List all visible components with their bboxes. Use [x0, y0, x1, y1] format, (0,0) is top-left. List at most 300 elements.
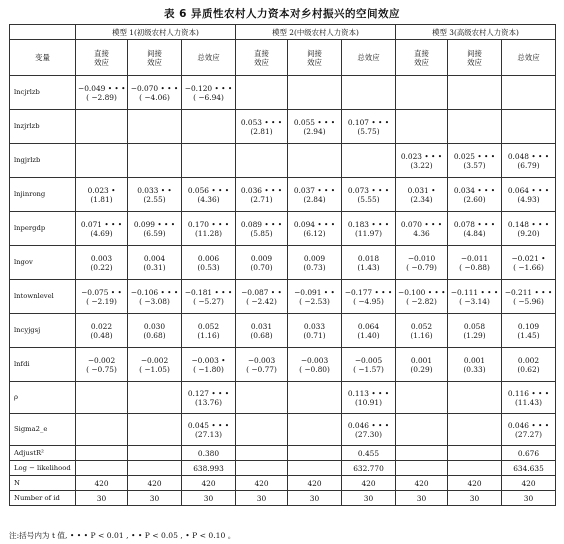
- coef-cell: [502, 280, 556, 314]
- coef-cell-value: 0.148 • • •: [507, 219, 550, 229]
- coef-cell-value: 0.031: [250, 321, 273, 331]
- stat-label: ρ: [10, 382, 76, 414]
- coef-cell-tstat: (9.20): [517, 228, 540, 238]
- coef-cell-value: 0.052: [410, 321, 433, 331]
- coef-cell: [182, 280, 236, 314]
- coef-cell: [236, 280, 288, 314]
- coef-cell-value: 0.001: [410, 355, 433, 365]
- coef-cell: [448, 348, 502, 382]
- coef-cell-tstat: (3.57): [463, 160, 486, 170]
- coef-cell-tstat: (2.94): [303, 126, 326, 136]
- coef-cell-tstat: ( −6.94): [193, 92, 224, 102]
- coef-cell-value: −0.181 • • •: [184, 287, 233, 297]
- effect-header-tstat: 效应: [307, 57, 322, 67]
- coef-cell-tstat: ( −3.08): [139, 296, 170, 306]
- effect-header: [288, 40, 342, 76]
- coef-cell: [288, 280, 342, 314]
- coef-cell-tstat: (5.75): [357, 126, 380, 136]
- effect-header-value: 总效应: [517, 53, 540, 62]
- effect-header-value: 直接: [414, 48, 429, 58]
- empty-cell: [288, 414, 342, 446]
- stat-row: [10, 446, 556, 461]
- coef-cell-value: 0.037 • • •: [293, 185, 336, 195]
- coef-cell-value: 0.078 • • •: [453, 219, 496, 229]
- coef-cell-tstat: (4.84): [463, 228, 486, 238]
- coef-cell-tstat: 4.36: [413, 228, 430, 238]
- coef-cell-tstat: (11.97): [355, 228, 382, 238]
- table-body: [10, 76, 556, 506]
- coef-cell-tstat: (11.28): [195, 228, 222, 238]
- coef-cell: [502, 110, 556, 144]
- coef-cell-value: 0.018: [357, 253, 380, 263]
- coef-cell: [128, 280, 182, 314]
- coef-cell: [128, 314, 182, 348]
- coef-cell-value: −0.010: [407, 253, 436, 263]
- count-cell: 30: [182, 491, 236, 506]
- stat-cell-value: 0.113 • • •: [347, 388, 390, 398]
- coef-cell-tstat: ( −3.14): [459, 296, 490, 306]
- coef-cell-tstat: (0.73): [303, 262, 326, 272]
- effect-header: [128, 40, 182, 76]
- empty-cell: [236, 446, 288, 461]
- effect-header-tstat: 效应: [414, 57, 429, 67]
- count-cell: 30: [342, 491, 396, 506]
- n-row: [10, 476, 556, 491]
- coef-cell-value: −0.003 •: [191, 355, 226, 365]
- coef-cell: [342, 246, 396, 280]
- coef-cell: [342, 212, 396, 246]
- count-cell: 30: [448, 491, 502, 506]
- coef-cell: [76, 314, 128, 348]
- coef-cell: [448, 246, 502, 280]
- coef-cell: [182, 314, 236, 348]
- empty-cell: [396, 461, 448, 476]
- coef-cell-value: −0.111 • • •: [450, 287, 499, 297]
- effect-header: [236, 40, 288, 76]
- coef-cell-value: 0.023 •: [87, 185, 116, 195]
- variable-label: lnjinrong: [10, 178, 76, 212]
- coef-cell-tstat: ( −0.75): [86, 364, 117, 374]
- count-cell: 30: [128, 491, 182, 506]
- effect-header: [182, 40, 236, 76]
- coef-cell: [502, 76, 556, 110]
- id-label: Number of id: [10, 491, 76, 506]
- coef-cell-tstat: ( −0.88): [459, 262, 490, 272]
- coef-cell-tstat: (1.81): [90, 194, 113, 204]
- coef-cell-tstat: (4.69): [90, 228, 113, 238]
- coef-cell-tstat: (6.79): [517, 160, 540, 170]
- coef-cell: [76, 110, 128, 144]
- count-cell: 420: [448, 476, 502, 491]
- stat-cell-tstat: (27.27): [515, 429, 542, 439]
- coef-cell-tstat: (0.68): [250, 330, 273, 340]
- stat-cell: [502, 414, 556, 446]
- coef-cell: [236, 348, 288, 382]
- stat-cell-value: 638.993: [193, 463, 224, 473]
- header-row-effects: [10, 40, 556, 76]
- coef-cell: [288, 76, 342, 110]
- coef-cell: [182, 144, 236, 178]
- coef-cell-value: −0.003: [247, 355, 276, 365]
- count-cell: 420: [76, 476, 128, 491]
- coef-cell: [396, 76, 448, 110]
- coef-cell: [396, 144, 448, 178]
- count-cell: 420: [396, 476, 448, 491]
- coef-cell: [502, 314, 556, 348]
- coef-cell-value: −0.106 • • •: [130, 287, 179, 297]
- stat-label: Log − likelihood: [10, 461, 76, 476]
- empty-cell: [396, 382, 448, 414]
- empty-cell: [128, 382, 182, 414]
- coef-cell-value: 0.022: [90, 321, 113, 331]
- coef-cell: [128, 246, 182, 280]
- empty-cell: [236, 382, 288, 414]
- coef-cell-value: −0.120 • • •: [184, 83, 233, 93]
- coef-cell: [76, 144, 128, 178]
- coef-cell: [128, 178, 182, 212]
- coef-cell-value: −0.087 • •: [241, 287, 282, 297]
- coef-cell: [342, 178, 396, 212]
- effect-header-value: 总效应: [197, 53, 220, 62]
- var-header: 变量: [10, 40, 76, 76]
- stat-cell-value: 634.635: [513, 463, 544, 473]
- coef-cell-value: 0.030: [143, 321, 166, 331]
- coef-cell-value: 0.009: [303, 253, 326, 263]
- stat-cell-tstat: (27.13): [195, 429, 222, 439]
- coef-cell-tstat: ( −2.89): [86, 92, 117, 102]
- empty-cell: [448, 382, 502, 414]
- variable-label: lncjrlzb: [10, 76, 76, 110]
- stat-cell-value: 0.046 • • •: [347, 420, 390, 430]
- empty-cell: [288, 446, 342, 461]
- effect-header-value: 间接: [307, 48, 322, 58]
- coef-cell-value: −0.177 • • •: [344, 287, 393, 297]
- empty-cell: [76, 446, 128, 461]
- coef-cell: [128, 110, 182, 144]
- count-cell: 30: [236, 491, 288, 506]
- coef-cell-tstat: (1.40): [357, 330, 380, 340]
- coef-cell-value: 0.094 • • •: [293, 219, 336, 229]
- coef-cell: [342, 144, 396, 178]
- coef-cell-tstat: ( −0.79): [406, 262, 437, 272]
- coef-cell: [448, 314, 502, 348]
- coef-cell: [342, 314, 396, 348]
- stat-cell-value: 0.455: [357, 448, 380, 458]
- empty-cell: [76, 382, 128, 414]
- coef-cell: [396, 280, 448, 314]
- coef-cell: [236, 76, 288, 110]
- stat-cell-value: 0.045 • • •: [187, 420, 230, 430]
- coef-cell: [182, 110, 236, 144]
- table-row: [10, 280, 556, 314]
- coef-cell-tstat: ( −4.06): [139, 92, 170, 102]
- variable-label: lntownlevel: [10, 280, 76, 314]
- count-cell: 30: [502, 491, 556, 506]
- coef-cell: [342, 280, 396, 314]
- coef-cell-value: 0.002: [517, 355, 540, 365]
- stat-cell: [342, 414, 396, 446]
- coef-cell: [396, 178, 448, 212]
- group-header-model-1: 模型 1(初级农村人力资本): [76, 25, 236, 40]
- coef-cell: [502, 144, 556, 178]
- coef-cell: [182, 178, 236, 212]
- coef-cell-value: 0.107 • • •: [347, 117, 390, 127]
- coef-cell-tstat: ( −2.19): [86, 296, 117, 306]
- coef-cell: [128, 144, 182, 178]
- group-header-model-3: 模型 3(高级农村人力资本): [396, 25, 556, 40]
- coef-cell-tstat: (4.93): [517, 194, 540, 204]
- coef-cell: [502, 212, 556, 246]
- effect-header-value: 直接: [94, 48, 109, 58]
- coef-cell-tstat: (1.16): [197, 330, 220, 340]
- coef-cell: [128, 348, 182, 382]
- stat-cell: [502, 382, 556, 414]
- table-row: [10, 110, 556, 144]
- stat-row: [10, 461, 556, 476]
- stat-cell-value: 0.116 • • •: [507, 388, 550, 398]
- empty-cell: [128, 414, 182, 446]
- variable-label: lncyjgsj: [10, 314, 76, 348]
- count-cell: 420: [236, 476, 288, 491]
- coef-cell: [396, 246, 448, 280]
- coef-cell-value: −0.002: [87, 355, 116, 365]
- coef-cell: [448, 212, 502, 246]
- coef-cell: [502, 348, 556, 382]
- coef-cell-value: 0.064 • • •: [507, 185, 550, 195]
- variable-label: lnpergdp: [10, 212, 76, 246]
- coef-cell-tstat: (1.43): [357, 262, 380, 272]
- coef-cell-tstat: ( −0.80): [299, 364, 330, 374]
- coef-cell-tstat: (5.85): [250, 228, 273, 238]
- empty-cell: [76, 461, 128, 476]
- coef-cell-tstat: (0.33): [463, 364, 486, 374]
- coef-cell-value: −0.211 • • •: [504, 287, 553, 297]
- stat-cell: [182, 382, 236, 414]
- coef-cell: [236, 314, 288, 348]
- coef-cell: [448, 178, 502, 212]
- stat-cell: [342, 382, 396, 414]
- coef-cell-tstat: (2.55): [143, 194, 166, 204]
- coef-cell-value: −0.003: [300, 355, 329, 365]
- coef-cell: [288, 212, 342, 246]
- coef-cell-value: 0.073 • • •: [347, 185, 390, 195]
- coef-cell-value: −0.091 • •: [294, 287, 335, 297]
- empty-cell: [448, 446, 502, 461]
- coef-cell-tstat: (6.12): [303, 228, 326, 238]
- coef-cell-tstat: (0.68): [143, 330, 166, 340]
- count-cell: 30: [396, 491, 448, 506]
- coef-cell-value: −0.075 • •: [81, 287, 122, 297]
- table-row: [10, 348, 556, 382]
- table-row: [10, 76, 556, 110]
- coef-cell-value: 0.033 • •: [137, 185, 172, 195]
- coef-cell-tstat: ( −2.82): [406, 296, 437, 306]
- table-note: 注:括号内为 t 值, • • • P < 0.01 , • • P < 0.05 , • P < 0.10 。: [9, 531, 236, 540]
- coef-cell: [76, 246, 128, 280]
- variable-label: lnfdi: [10, 348, 76, 382]
- coef-cell-tstat: ( −2.42): [246, 296, 277, 306]
- count-cell: 420: [502, 476, 556, 491]
- coef-cell: [288, 314, 342, 348]
- coef-cell-value: 0.009: [250, 253, 273, 263]
- coef-cell-tstat: (0.31): [143, 262, 166, 272]
- coef-cell: [396, 314, 448, 348]
- coef-cell-tstat: ( −1.57): [353, 364, 384, 374]
- coef-cell-value: 0.031 •: [407, 185, 436, 195]
- coef-cell: [448, 280, 502, 314]
- coef-cell: [236, 246, 288, 280]
- coef-cell-tstat: (2.84): [303, 194, 326, 204]
- effect-header: [76, 40, 128, 76]
- empty-cell: [236, 414, 288, 446]
- coef-cell-tstat: (0.22): [90, 262, 113, 272]
- stat-cell: [182, 414, 236, 446]
- coef-cell: [128, 76, 182, 110]
- empty-cell: [76, 414, 128, 446]
- stat-label: AdjustR²: [10, 446, 76, 461]
- effect-header-value: 间接: [467, 48, 482, 58]
- coef-cell-tstat: ( −2.53): [299, 296, 330, 306]
- coef-cell-value: 0.170 • • •: [187, 219, 230, 229]
- effect-header-value: 总效应: [357, 53, 380, 62]
- coef-cell-value: 0.034 • • •: [453, 185, 496, 195]
- count-cell: 420: [182, 476, 236, 491]
- coef-cell-tstat: ( −5.96): [513, 296, 544, 306]
- effect-header-tstat: 效应: [467, 57, 482, 67]
- coef-cell-value: 0.089 • • •: [240, 219, 283, 229]
- coef-cell-tstat: ( −5.27): [193, 296, 224, 306]
- empty-cell: [396, 446, 448, 461]
- n-label: N: [10, 476, 76, 491]
- empty-cell: [236, 461, 288, 476]
- coef-cell-tstat: ( −1.66): [513, 262, 544, 272]
- coef-cell: [236, 212, 288, 246]
- coef-cell-tstat: (2.60): [463, 194, 486, 204]
- coef-cell-value: 0.052: [197, 321, 220, 331]
- effect-header: [342, 40, 396, 76]
- variable-label: lnzjrlzb: [10, 110, 76, 144]
- coef-cell-tstat: (1.45): [517, 330, 540, 340]
- coef-cell-tstat: (5.55): [357, 194, 380, 204]
- empty-cell: [396, 414, 448, 446]
- stat-cell-tstat: (27.30): [355, 429, 382, 439]
- variable-label: lngov: [10, 246, 76, 280]
- table-row: [10, 178, 556, 212]
- coef-cell-value: 0.070 • • •: [400, 219, 443, 229]
- effect-header-tstat: 效应: [254, 57, 269, 67]
- coef-cell: [288, 144, 342, 178]
- coef-cell: [182, 76, 236, 110]
- coef-cell-value: 0.183 • • •: [347, 219, 390, 229]
- coef-cell: [502, 178, 556, 212]
- coef-cell-value: 0.099 • • •: [133, 219, 176, 229]
- coef-cell: [236, 110, 288, 144]
- count-cell: 420: [288, 476, 342, 491]
- empty-cell: [448, 461, 502, 476]
- coef-cell: [342, 76, 396, 110]
- variable-label: lngjrlzb: [10, 144, 76, 178]
- effect-header-value: 间接: [147, 48, 162, 58]
- coef-cell-value: 0.004: [143, 253, 166, 263]
- stat-cell: [502, 446, 556, 461]
- effect-header: [502, 40, 556, 76]
- coef-cell-tstat: ( −4.95): [353, 296, 384, 306]
- coef-cell-tstat: (1.29): [463, 330, 486, 340]
- coef-cell-tstat: (0.71): [303, 330, 326, 340]
- coef-cell: [448, 76, 502, 110]
- stat-cell: [182, 461, 236, 476]
- coef-cell: [288, 246, 342, 280]
- coef-cell: [288, 178, 342, 212]
- stat-cell-value: 0.676: [517, 448, 540, 458]
- coef-cell-value: 0.036 • • •: [240, 185, 283, 195]
- coef-cell-value: 0.058: [463, 321, 486, 331]
- count-cell: 30: [288, 491, 342, 506]
- stat-cell-value: 0.046 • • •: [507, 420, 550, 430]
- stat-cell-value: 0.127 • • •: [187, 388, 230, 398]
- coef-cell-tstat: (2.71): [250, 194, 273, 204]
- coef-cell-value: 0.053 • • •: [240, 117, 283, 127]
- table-title: 表 6 异质性农村人力资本对乡村振兴的空间效应: [163, 8, 401, 20]
- coef-cell-value: 0.048 • • •: [507, 151, 550, 161]
- effect-header-tstat: 效应: [94, 57, 109, 67]
- stat-cell: [502, 461, 556, 476]
- coef-cell-tstat: ( −0.77): [246, 364, 277, 374]
- coef-cell-value: −0.002: [140, 355, 169, 365]
- coef-cell: [342, 110, 396, 144]
- stat-label: Sigma2_e: [10, 414, 76, 446]
- coef-cell-value: 0.006: [197, 253, 220, 263]
- coef-cell-value: −0.005: [354, 355, 383, 365]
- coef-cell-value: 0.003: [90, 253, 113, 263]
- empty-cell: [128, 461, 182, 476]
- table-row: [10, 246, 556, 280]
- stat-cell-tstat: (10.91): [355, 397, 382, 407]
- results-table: [9, 24, 556, 506]
- effect-header-tstat: 效应: [147, 57, 162, 67]
- coef-cell-value: 0.023 • • •: [400, 151, 443, 161]
- coef-cell: [182, 348, 236, 382]
- coef-cell-value: −0.049 • • •: [78, 83, 126, 93]
- coef-cell-tstat: (4.36): [197, 194, 220, 204]
- coef-cell: [236, 144, 288, 178]
- stat-cell-value: 632.770: [353, 463, 384, 473]
- coef-cell-value: 0.025 • • •: [453, 151, 496, 161]
- coef-cell-value: 0.064: [357, 321, 380, 331]
- coef-cell: [448, 144, 502, 178]
- coef-cell: [182, 246, 236, 280]
- empty-cell: [448, 414, 502, 446]
- effect-header-value: 直接: [254, 48, 269, 58]
- coef-cell-tstat: (1.16): [410, 330, 433, 340]
- empty-cell: [288, 382, 342, 414]
- coef-cell-tstat: (0.48): [90, 330, 113, 340]
- coef-cell-value: −0.070 • • •: [130, 83, 179, 93]
- stat-cell-tstat: (13.76): [195, 397, 222, 407]
- stat-row: [10, 382, 556, 414]
- table-row: [10, 212, 556, 246]
- coef-cell-tstat: ( −1.80): [193, 364, 224, 374]
- stat-row: [10, 414, 556, 446]
- coef-cell: [288, 348, 342, 382]
- corner-cell: [10, 25, 76, 40]
- table-row: [10, 144, 556, 178]
- coef-cell-value: −0.021 •: [511, 253, 546, 263]
- coef-cell: [396, 348, 448, 382]
- effect-header: [448, 40, 502, 76]
- coef-cell: [76, 76, 128, 110]
- stat-cell-value: 0.380: [197, 448, 220, 458]
